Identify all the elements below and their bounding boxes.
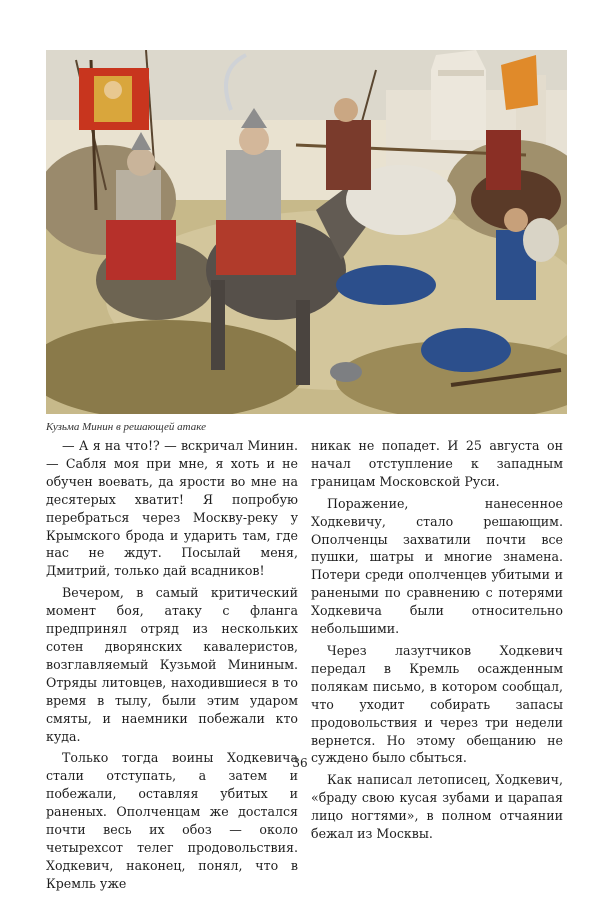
paragraph: — А я на что!? — вскричал Минин. — Сабля моя при мне, я хоть и не обучен воевать, да ярости во мне на десятерых хватит! Я попробую перебраться через Москву-реку у Крымского брода и ударить там, где нас не ждут. Посылай меня, Дмитрий, только дай всадников! [46, 438, 298, 579]
paragraph: Как написал летописец, Ходкевич, «браду свою кусая зубами и царапая лицо ногтями», в полном отчаянии бежал из Москвы. [311, 772, 563, 842]
battle-scene-image [46, 50, 567, 414]
paragraph-continued: никак не попадет. И 25 августа он начал отступление к западным границам Московской Руси. [311, 438, 563, 489]
paragraph: Только тогда воины Ходкевича стали отступать, а затем и побежали, оставляя убитых и раненых. Ополченцам же достался почти весь их обоз — около четырехсот телег продовольствия. Ходкевич, наконец, понял, что в Кремль уже [46, 750, 298, 891]
text-column-right [311, 437, 563, 847]
illustration-caption: Кузьма Минин в решающей атаке [46, 421, 206, 433]
text-column-left [46, 437, 298, 897]
page-number: 36 [292, 756, 308, 770]
paragraph: Поражение, нанесенное Ходкевичу, стало решающим. Ополченцы захватили почти все пушки, шатры и многие знамена. Потери среди ополченцев убитыми и ранеными по сравнению с потерями Ходкевича были относительно небольшими. [311, 495, 563, 637]
paragraph: Через лазутчиков Ходкевич передал в Кремль осажденным полякам письмо, в котором сообщал, что уходит собирать запасы продовольствия и через три недели вернется. Но этому обещанию не суждено было сбыться. [311, 642, 563, 766]
paragraph: Вечером, в самый критический момент боя, атаку с фланга предпринял отряд из нескольких сотен дворянских кавалеристов, возглавляемый Кузьмой Мининым. Отряды литовцев, находившиеся в то время в тылу, были этим ударом смяты, и наемники побежали кто куда. [46, 585, 298, 744]
battle-illustration [46, 50, 567, 414]
